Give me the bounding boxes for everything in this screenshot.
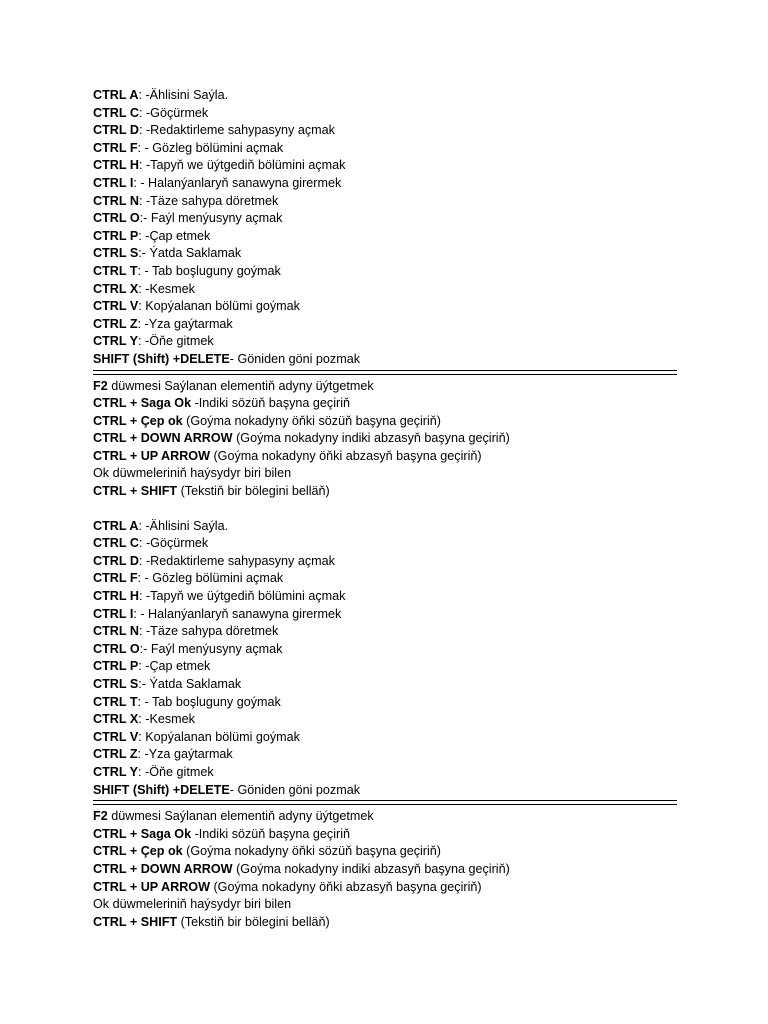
shortcut-key: CTRL C (93, 536, 139, 551)
shortcut-key: CTRL O (93, 211, 140, 226)
shortcut-line (93, 483, 677, 501)
shortcut-key: SHIFT (Shift) +DELETE (93, 351, 230, 366)
shortcut-key: CTRL Z (93, 316, 138, 331)
shortcut-key: CTRL Y (93, 334, 139, 349)
shortcut-line (93, 333, 677, 351)
shortcut-line (93, 623, 677, 641)
shortcut-line (93, 175, 677, 193)
shortcut-key: CTRL Z (93, 747, 138, 762)
shortcut-description: : -Göçürmek (138, 536, 209, 551)
shortcut-key: CTRL S (93, 677, 139, 691)
shortcut-key: CTRL P (93, 659, 139, 674)
shortcut-description: - Göniden göni pozmak (229, 782, 360, 797)
shortcut-line (93, 316, 677, 334)
shortcut-description: :- Faýl menýusyny açmak (139, 641, 283, 656)
shortcut-line (93, 729, 677, 747)
shortcut-list-navigation (93, 808, 677, 931)
shortcut-description: :- Ýatda Saklamak (138, 677, 242, 691)
shortcut-description: : -Öňe gitmek (138, 764, 214, 779)
shortcut-description: düwmesi Saýlanan elementiň adyny üýtgetmek (107, 378, 374, 393)
shortcut-line (93, 658, 677, 676)
shortcut-key: CTRL + Saga Ok (93, 826, 192, 841)
shortcut-line (93, 210, 677, 228)
shortcut-description: :- Ýatda Saklamak (138, 246, 242, 261)
shortcut-description: : -Kesmek (138, 281, 195, 296)
shortcut-line (93, 378, 677, 396)
shortcut-key: CTRL H (93, 589, 139, 604)
shortcut-key: CTRL N (93, 193, 139, 208)
shortcut-key: CTRL C (93, 105, 139, 120)
shortcut-description: : -Kesmek (138, 712, 195, 727)
shortcut-description: : -Täze sahypa döretmek (138, 624, 279, 639)
shortcut-line (93, 281, 677, 299)
shortcut-line (93, 245, 677, 263)
shortcut-description: düwmesi Saýlanan elementiň adyny üýtgetmek (107, 809, 374, 824)
section-spacer (93, 501, 677, 518)
shortcut-key: CTRL + SHIFT (93, 484, 178, 499)
shortcut-line (93, 879, 677, 897)
shortcut-description: : -Öňe gitmek (138, 334, 214, 349)
shortcut-key: CTRL T (93, 694, 138, 709)
shortcut-key: CTRL S (93, 246, 139, 261)
shortcut-key: CTRL + UP ARROW (93, 448, 210, 463)
shortcut-description: : - Gözleg bölümini açmak (137, 571, 284, 586)
shortcut-description: Ok düwmeleriniň haýsydyr biri bilen (93, 897, 292, 912)
shortcut-line (93, 263, 677, 281)
shortcut-description: : -Çap etmek (138, 659, 211, 674)
shortcut-line (93, 105, 677, 123)
shortcut-line (93, 826, 677, 844)
shortcut-line (93, 808, 677, 826)
shortcut-line (93, 553, 677, 571)
shortcut-description: : -Redaktirleme sahypasyny açmak (138, 553, 335, 568)
shortcut-description: : -Redaktirleme sahypasyny açmak (138, 123, 335, 138)
shortcut-line (93, 140, 677, 158)
shortcut-description: (Goýma nokadyny öňki abzasyň başyna geçiriň) (209, 879, 482, 894)
shortcut-line (93, 465, 677, 483)
shortcut-description: : -Ählisini Saýla. (138, 88, 229, 102)
shortcut-description: (Goýma nokadyny öňki sözüň başyna geçiriň) (182, 844, 441, 859)
shortcut-key: CTRL + SHIFT (93, 914, 178, 929)
shortcut-description: : - Gözleg bölümini açmak (137, 140, 284, 155)
shortcut-key: CTRL X (93, 712, 139, 727)
shortcut-description: : - Tab boşluguny goýmak (137, 263, 281, 278)
shortcut-line (93, 588, 677, 606)
shortcut-key: CTRL I (93, 606, 134, 621)
shortcut-line (93, 676, 677, 694)
shortcut-description: (Tekstiň bir bölegini belläň) (177, 484, 330, 499)
shortcut-line (93, 448, 677, 466)
shortcut-description: : -Çap etmek (138, 228, 211, 243)
shortcut-key: CTRL + DOWN ARROW (93, 861, 233, 876)
shortcut-description: - Göniden göni pozmak (229, 351, 360, 366)
shortcut-description: (Goýma nokadyny öňki sözüň başyna geçiriň) (182, 413, 441, 428)
shortcut-line (93, 606, 677, 624)
shortcut-description: : -Täze sahypa döretmek (138, 193, 279, 208)
shortcut-description: : Kopýalanan bölümi goýmak (138, 729, 300, 744)
shortcut-description: :- Faýl menýusyny açmak (139, 211, 283, 226)
double-rule-divider (93, 370, 677, 375)
shortcut-line (93, 535, 677, 553)
shortcut-line (93, 843, 677, 861)
shortcut-key: CTRL F (93, 571, 138, 586)
shortcut-key: CTRL Y (93, 764, 139, 779)
shortcut-line (93, 914, 677, 932)
shortcut-list-navigation (93, 378, 677, 501)
shortcut-description: : Kopýalanan bölümi goýmak (138, 299, 300, 314)
shortcut-description: : - Halanýanlaryň sanawyna girermek (133, 606, 342, 621)
shortcut-key: CTRL O (93, 641, 140, 656)
shortcut-key: CTRL V (93, 299, 139, 314)
shortcut-description: (Goýma nokadyny öňki abzasyň başyna geçiriň) (209, 448, 482, 463)
shortcut-description: -Indiki sözüň başyna geçiriň (191, 396, 351, 411)
shortcut-key: CTRL X (93, 281, 139, 296)
shortcut-description: : - Tab boşluguny goýmak (137, 694, 281, 709)
shortcut-key: CTRL T (93, 263, 138, 278)
shortcut-key: CTRL + Saga Ok (93, 396, 192, 411)
shortcut-description: -Indiki sözüň başyna geçiriň (191, 826, 351, 841)
shortcut-key: CTRL D (93, 123, 139, 138)
shortcut-description: (Tekstiň bir bölegini belläň) (177, 914, 330, 929)
shortcut-line (93, 122, 677, 140)
shortcut-key: CTRL F (93, 140, 138, 155)
shortcut-key: F2 (93, 809, 108, 824)
shortcut-key: CTRL P (93, 228, 139, 243)
shortcut-line (93, 694, 677, 712)
shortcut-description: : -Göçürmek (138, 105, 209, 120)
shortcut-description: : -Yza gaýtarmak (137, 316, 233, 331)
shortcut-description: (Goýma nokadyny indiki abzasyň başyna geçiriň) (232, 431, 510, 446)
shortcut-key: F2 (93, 378, 108, 393)
shortcut-description: (Goýma nokadyny indiki abzasyň başyna geçiriň) (232, 861, 510, 876)
shortcut-line (93, 711, 677, 729)
shortcut-key: CTRL + UP ARROW (93, 879, 210, 894)
shortcut-line (93, 570, 677, 588)
shortcut-key: CTRL + Çep ok (93, 844, 183, 859)
shortcut-list-main (93, 87, 677, 369)
shortcut-key: CTRL I (93, 175, 134, 190)
shortcut-line (93, 782, 677, 800)
shortcut-line (93, 228, 677, 246)
shortcut-line (93, 395, 677, 413)
shortcut-description: Ok düwmeleriniň haýsydyr biri bilen (93, 466, 292, 481)
shortcut-line (93, 896, 677, 914)
shortcut-description: : -Tapyň we üýtgediň bölümini açmak (138, 589, 346, 604)
shortcut-key: CTRL A (93, 88, 139, 102)
shortcut-line (93, 641, 677, 659)
shortcut-key: CTRL + DOWN ARROW (93, 431, 233, 446)
document-page (93, 87, 677, 931)
shortcut-line (93, 764, 677, 782)
shortcut-line (93, 193, 677, 211)
shortcut-line (93, 298, 677, 316)
shortcut-key: SHIFT (Shift) +DELETE (93, 782, 230, 797)
shortcut-key: CTRL V (93, 729, 139, 744)
shortcut-line (93, 518, 677, 536)
shortcut-description: : - Halanýanlaryň sanawyna girermek (133, 175, 342, 190)
shortcut-key: CTRL H (93, 158, 139, 173)
shortcut-key: CTRL D (93, 553, 139, 568)
shortcut-line (93, 430, 677, 448)
shortcut-description: : -Yza gaýtarmak (137, 747, 233, 762)
shortcut-key: CTRL N (93, 624, 139, 639)
shortcut-line (93, 351, 677, 369)
shortcut-line (93, 746, 677, 764)
shortcut-key: CTRL + Çep ok (93, 413, 183, 428)
shortcut-list-main (93, 518, 677, 800)
shortcut-line (93, 861, 677, 879)
double-rule-divider (93, 800, 677, 805)
shortcut-line (93, 87, 677, 105)
shortcut-description: : -Tapyň we üýtgediň bölümini açmak (138, 158, 346, 173)
shortcut-description: : -Ählisini Saýla. (138, 518, 229, 533)
shortcut-line (93, 413, 677, 431)
shortcut-key: CTRL A (93, 518, 139, 533)
shortcut-line (93, 157, 677, 175)
